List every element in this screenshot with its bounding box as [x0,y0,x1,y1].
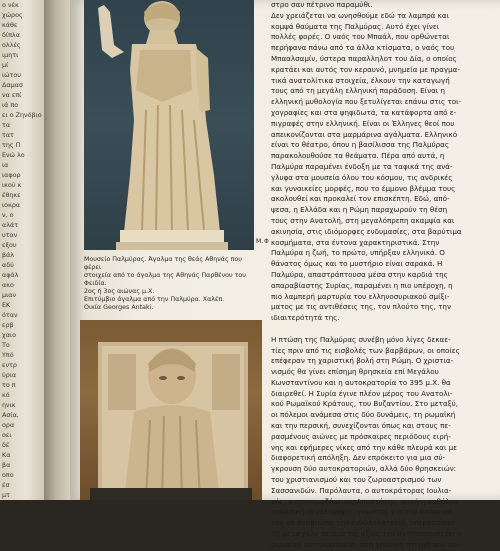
left-page-text-fragment: εξου [2,241,17,249]
body-text-line: πρακτική μεγαλοψυχία, γνωστός για την απόπειρά [271,507,453,517]
left-page-text-fragment: υταν [2,231,18,239]
body-text-line: κοσμήματα, στα έντονα χαρακτηριστικά. Στην [271,237,440,247]
paragraph-gap [271,324,500,335]
body-text-line: ελληνική μυθολογία που ξετυλίγεται επάνω στις τοι- [271,97,462,107]
left-page-text-fragment: οπο [2,471,14,479]
left-page-text-fragment: ιμητι [2,51,19,59]
left-page-text-fragment: ΕΚ [2,301,11,309]
left-page-text-fragment: ικού κ [2,181,22,189]
body-text-line: ρασμένους αιώνες με πρόσκαιρες περιόδους ειρή- [271,431,451,441]
caption-athena [84,256,259,296]
body-text-line: του να αναβιώσει την ειδωλολατρεία, υπερασπίσει- [271,518,457,528]
left-page-text-fragment: οει [2,431,12,439]
left-page-text-fragment: κό [2,391,10,399]
left-page-text-fragment: μιαν [2,291,17,299]
left-page-text-fragment: ια [2,161,9,169]
body-text-line: Η πτώση της Παλμύρας συνέβη μόνο λίγες δεκαε- [271,334,451,344]
body-text-line: του χριστιανισμού και του ζωροαστρισμού των [271,475,442,485]
left-page-text-fragment: εντρ [2,361,17,369]
body-text-line: Παλμύρα παραμένει ένδοξη με τα ταφικά της ανά- [271,161,453,171]
body-text-line: Παλμύρα, απαστράπτουσα μέσα στην καρδιά της [271,269,448,279]
body-text-line: χογραφίες και στα ψηφιδωτά, τα κατάφορτα από ε- [271,107,457,117]
body-text-line: απεικονίζονται στα μαρμάρινα αγάλματα. Ελληνικό [271,129,458,139]
body-text-line: θάνατος όμως και το μυστήριο είναι σαρακά. Η [271,259,443,269]
left-page-text-fragment: Υπό [2,351,14,359]
left-page-text-fragment: Δαμασ [2,81,23,89]
left-page-edge [0,0,44,500]
body-text-line: νισμός θα γίνει επίσημη θρησκεία επί Μεγάλου [271,367,439,377]
body-text-line: οι πόλεμοι ανάμεσα στις δύο δυνάμεις, τη ρωμαϊκή [271,410,456,420]
body-text-line: διαφορετική απόληξη. Δεν επρόκειτο για μια σύ- [271,453,446,463]
body-text-line: τίες πριν από τις εισβολές των βαρβάρων, οι οποίες [271,345,460,355]
left-page-text-fragment: ιαφορ [2,171,21,179]
left-page-text-fragment: ηνικ [2,401,16,409]
body-text-line: και γυναικείες μορφές, που το έμμονο βλέμμα τους [271,183,456,193]
body-text-line: διαιρεθεί. Η Συρία έγινε πλέον μέρος του Ανατολι- [271,388,453,398]
left-page-text-fragment: Το [2,341,10,349]
caption-line: στοιχεία από το άγαλμα της Αθηνάς Παρθένου του Φειδία. [84,272,246,287]
left-page-text-fragment: της Π [2,141,21,149]
body-text-line: ακινησία, στις ιδιόμορφες ενδυμασίες, στα βαρύτιμα [271,226,462,236]
body-text-line: γλυφα στα μουσεία όλου του κόσμου, τις ανδρικές [271,172,453,182]
left-page-text-fragment: ιοκρα [2,201,21,209]
body-text-line: πιγραφές στην ελληνική. Είναι οι Έλληνες θεοί που [271,118,455,128]
left-page-text-fragment: όταν [2,311,18,319]
body-text-line: Σασσανιδών. Παρόλαυτα, ο αυτοκράτορας Ιουλια- [271,485,452,495]
left-page-text-fragment: μί [2,61,9,69]
left-page-text-fragment: ν, ο [2,211,14,219]
caption-line: Οικία Georges Antaki. [84,304,154,311]
body-text-line: τους από τη μεγάλη ελληνική παράδοση. Είναι η [271,86,446,96]
left-page-text-fragment: χαιο [2,331,16,339]
body-text-line: ψεσα, η Ελλάδα και η Ρώμη παραχωρούν τη θέση [271,205,448,215]
left-page-text-fragment: έθηκε [2,191,21,199]
left-page-text-fragment: ιά πο [2,101,19,109]
caption-line: 2ος ή 3ος αιώνας μ.Χ. [84,288,155,295]
body-text-line: τικά ανατολίτικα στοιχεία, έλκουν την καταγωγή [271,75,450,85]
main-text-column [271,0,500,551]
left-page-text-fragment: Ενώ λο [2,151,25,159]
left-page-text-fragment: ερβ [2,321,14,329]
body-text-line: Δεν χρειάζεται να ωνησθούμε εδώ τα λαμπρά και [271,10,449,20]
left-page-text-fragment: ορα [2,421,15,429]
caption-line: Μουσείο Παλμύρας. Άγαλμα της θεάς Αθηνάς που φέρει [84,256,242,271]
left-page-text-fragment: ύρια [2,371,17,379]
caption-funerary [84,296,259,312]
left-page-text-fragment: δέ [2,441,10,449]
athena-statue-photo [84,0,254,250]
body-text-line: Κωνσταντίνου και η αυτοκρατορία το 395 μ.Χ. θα [271,377,451,387]
body-text-line: παρακολουθούσε τα θεάματα. Πέρα από αυτά, η [271,151,445,161]
body-text-line: γκρουση δύο αυτοκρατοριών, αλλά δύο θρησκειών: [271,464,457,474]
body-text-line: περήφανα πάνω από τα άλλα κτίσματα, ο ναός του [271,43,455,53]
left-page-text-fragment: τα [2,121,11,129]
body-text-line: ρωμαϊκή αυτοκρατορία, στη χρονική στιγμή που αυ- [271,539,460,549]
body-text-line: Παλμύρα η ζωή, το πρώτο, υπήρξαν ελληνικά. Ο [271,248,445,258]
left-page-text-fragment: αδύ [2,261,14,269]
left-page-text-fragment: ει ο Ζηνόβιο [2,111,42,119]
caption-line: Επιτύμβιο άγαλμα από την Παλμύρα. Χαλέπ. [84,296,225,303]
left-page-text-fragment: κάθε [2,21,18,29]
body-text-line: τους στην Ανατολή, στη μεγαλόπρεπη ακαμψία και [271,215,455,225]
left-page-text-fragment: αλάτ [2,221,19,229]
photo-side-mark: M.Φ [256,238,270,245]
body-text-line: ιδιαιτερότητά της. [271,313,340,323]
body-text-line: απαραβίαστης Συρίας, παραμένει η πιο υπέροχη, η [271,280,453,290]
funerary-relief-image [80,320,262,500]
body-text-line: νης και εφήμερες νίκες από την κάθε πλευρά και με [271,442,458,452]
left-page-text-fragment: Ασία, [2,411,19,419]
left-page-text-fragment: Κα [2,451,11,459]
left-page-text-fragment: το π [2,381,16,389]
left-page-text-fragment: βα [2,461,11,469]
body-text-line: πιο λαμπερή μαρτυρία του ελληνοσυριακού σμίξι- [271,291,450,301]
body-text-line: πολλές φορές. Ο ναός του Μπαάλ, που ορθώνεται [271,32,450,42]
left-page-text-fragment: ακο [2,281,14,289]
left-page-text-fragment: τατ [2,131,14,139]
funerary-relief-photo [80,320,262,500]
body-text-line: νός, ο επονομαζόμενος Αποστάτης, αυτή η καθόλου [271,496,459,506]
left-page-text-fragment: μτ [2,491,10,499]
body-text-line: ακολουθεί και προκαλεί τον επισκέπτη. Εδώ, από- [271,194,450,204]
body-text-line: Μπααλσαμίν, ύστερα παραλληλοτ του Δία, ο οποίος [271,53,457,63]
body-text-line: επέφεραν τη χαριστική βολή στη Ρώμη. Ο χριστια- [271,356,454,366]
body-text-line: τη με μεγάλο πείσμα τις αξίες του αντιπροσωπεύει η [271,529,462,539]
left-page-text-fragment: αφάλ [2,271,19,279]
left-page-text-fragment: ο νέκ [2,1,19,9]
body-text-line: στρο σαν πέτρινο παραμύθι. [271,0,373,9]
body-text-line: κού Ρωμαϊκού Κράτους, του Βυζαντίου. Στο μεταξύ, [271,399,459,409]
body-text-line: κρατάει και αυτός τον κεραυνό, μνημεία με πραγμα- [271,64,460,74]
body-text-line: και την περσική, συνεχίζονται όπως και στους πε- [271,421,451,431]
left-page-text-fragment: βάλ [2,251,15,259]
left-page-text-fragment: έσ [2,481,10,489]
body-text-line: κομψά θαύματα της Παλμύρας. Αυτό έχει γίνει [271,21,440,31]
body-text-line: είναι το θέατρο, όπου η βασίλισσα της Παλμύρας [271,140,450,150]
left-page-text-fragment: ολλές [2,41,21,49]
left-page-text-fragment: δίπλα [2,31,20,39]
left-page-text-fragment: ιώτου [2,71,21,79]
left-page-text-fragment: να επί [2,91,22,99]
athena-statue-image [84,0,254,250]
body-text-line: ματος με τις αντιθέσεις της, τον πλούτο της, την [271,302,451,312]
left-page-text-fragment: χώρος [2,11,23,19]
